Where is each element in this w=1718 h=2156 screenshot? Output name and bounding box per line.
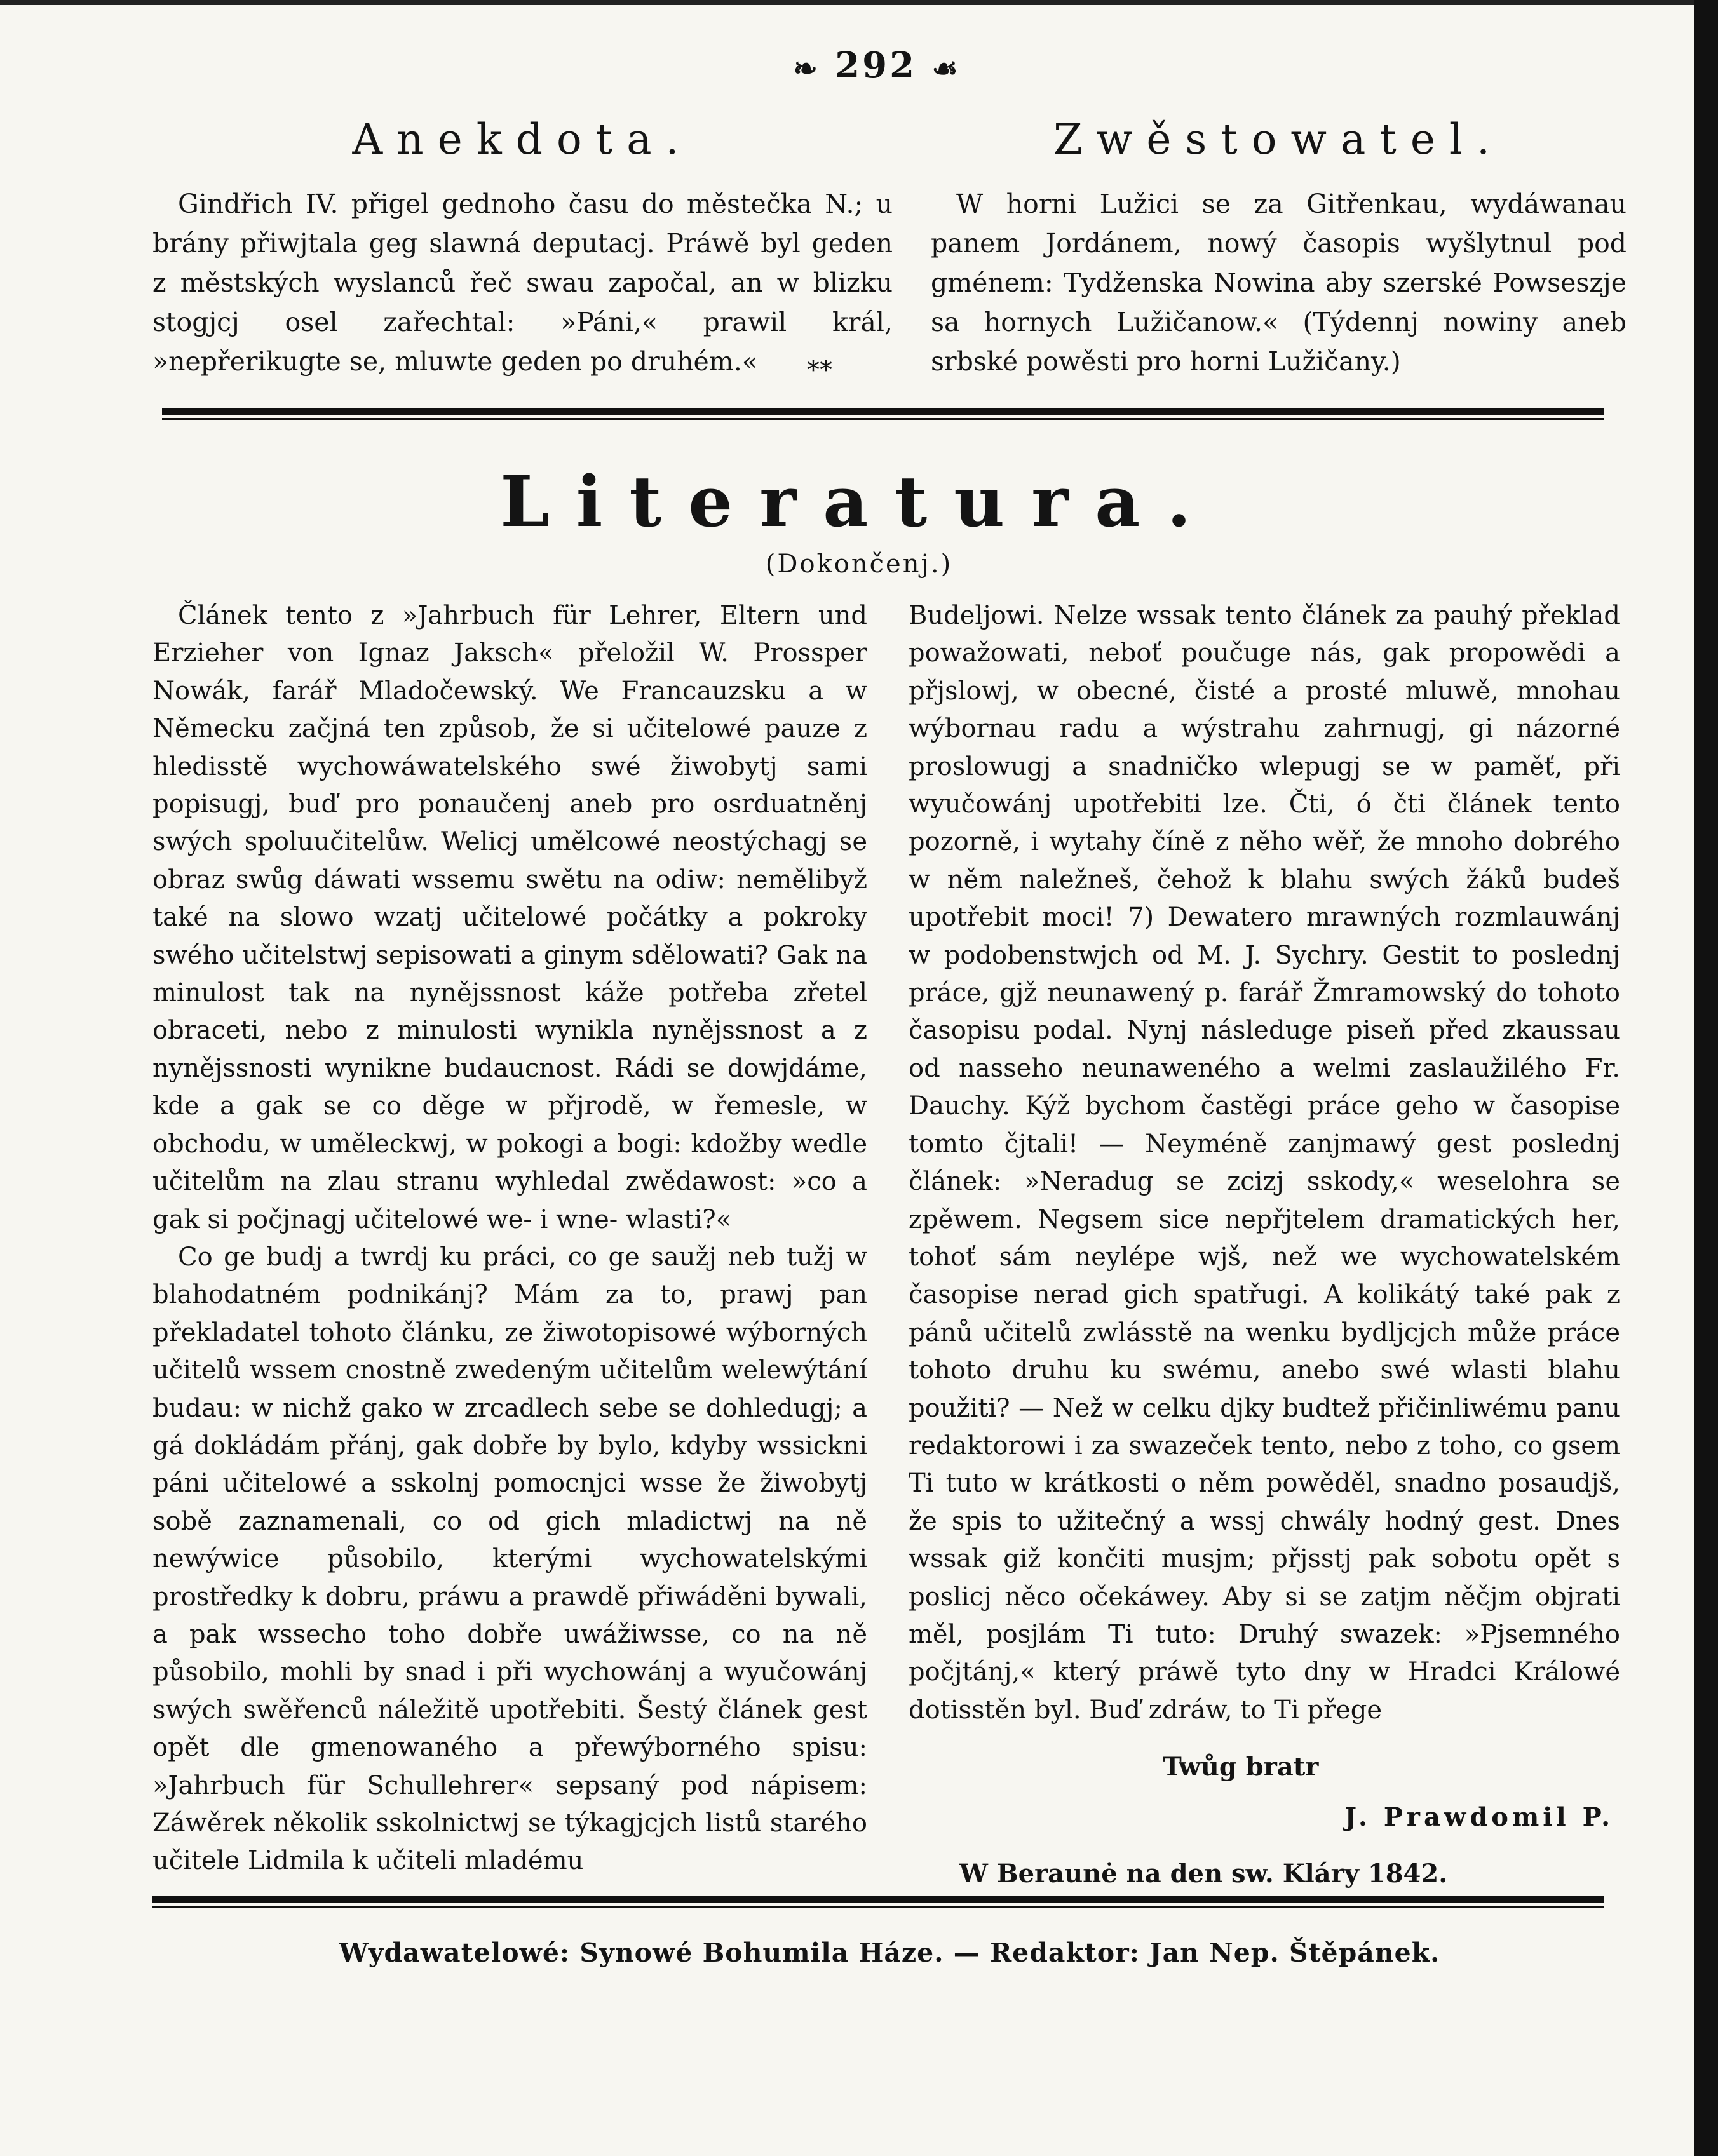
top-page-edge (0, 0, 1718, 5)
anekdota-signature: ** (807, 356, 832, 385)
letter-closing (909, 1748, 1620, 1892)
literatura-subheading: (Dokončenj.) (765, 549, 953, 579)
page-number-header (769, 44, 985, 86)
top-section-rule (162, 408, 1604, 415)
zwestowatel-heading: Zwěstowatel. (1053, 115, 1505, 164)
literatura-heading: Literatura. (500, 461, 1218, 542)
letter-place-date: W Beraunė na den sw. Kláry 1842. (959, 1859, 1448, 1889)
page-number: 292 (835, 44, 917, 86)
left-paragraph-1: Článek tento z »Jahrbuch für Lehrer, Eltern und Erzieher von Ignaz Jaksch« přeložil W. Prossper Nowák, farář Mladočewský. We Francauzsku a w Německu začjná ten způsob, že si učitelowé pauze z hledisstě wychowáwatelského swé žiwobytj sami popisugj, buď pro ponaučenj aneb pro osrduatněnj swých spoluučitelůw. Welicj umělcowé neostýchagj se obraz swůg dáwati wssemu swětu na odiw: nemělibyž také na slowo wzatj učitelowé počátky a pokroky swého učitelstwj sepisowati a ginym sdělowati? Gak na minulost tak na nynějssnost káže potřeba zřetel obraceti, nebo z minulosti wynikla nynějssnost a z nynějssnosti wynikne budaucnost. Rádi se dowjdáme, kde a gak se co děge w přjrodě, w řemesle, w obchodu, w uměleckwj, w pokogi a bogi: kdožby wedle učitelům na zlau stranu wyhledal zwědawost: »co a gak si počjnagj učitelowé we- i wne- wlasti?« (152, 601, 867, 1234)
anekdota-section (152, 114, 893, 381)
zwestowatel-section (931, 114, 1627, 381)
literatura-left-column (152, 597, 867, 1880)
bottom-rule-thin (152, 1906, 1604, 1908)
publisher-footer: Wydawatelowé: Synowé Bohumila Háze. — Redaktor: Jan Nep. Štěpánek. (339, 1937, 1440, 1968)
ornament-left-icon: ❧ (793, 51, 820, 86)
right-page-edge (1694, 0, 1718, 2156)
literatura-right-column (909, 597, 1620, 1892)
right-paragraph-1: Budeljowi. Nelze wssak tento článek za pauhý překlad powažowati, neboť poučuge nás, gak propowědi a přjslowj, w obecné, čisté a prosté mluwě, mnohau wýbornau radu a wýstrahu zahrnugj, gi názorné proslowugj a snadničko wlepugj se w paměť, při wyučowánj upotřebiti lze. Čti, ó čti článek tento pozorně, i wytahy číně z něho wěř, že mnoho dobrého w něm naležneš, čehož k blahu swých žáků budeš upotřebit moci! 7) Dewatero mrawných rozmlauwánj w podobenstwjch od M. J. Sychry. Gestit to poslednj práce, gjž neunawený p. farář Žmramowský do tohoto časopisu podal. Nynj následuge piseň před zkaussau od nasseho neunaweného a welmi zaslaužilého Fr. Dauchy. Kýž bychom častěgi práce geho w časopise tomto čjtali! — Neyméně zanjmawý gest poslednj článek: »Neradug se zcizj sskody,« weselohra se zpěwem. Negsem sice nepřjtelem dramatických her, tohoť sám neylépe wjš, než we wychowatelském časopise nerad gich spatřugi. A kolikátý také pak z pánů učitelů zwlásstě na wenku bydljcjch může práce tohoto druhu ku swému, anebo swé wlasti blahu použiti? — Než w celku djky budtež přičinliwému panu redaktorowi i za swazeček tento, nebo z toho, co gsem Ti tuto w krátkosti o něm powěděl, snadno posaudjš, že spis to užitečný a wssj chwály hodný gest. Dnes wssak giž končiti musjm; přjsstj pak sobotu opět s poslicj něco očekáwey. Aby si se zatjm něčjm objrati měl, posjlám Ti tuto: Druhý swazek: »Pjsemného počjtánj,« který práwě tyto dny w Hradci Králowé dotisstěn byl. Buď zdráw, to Ti přege (909, 601, 1620, 1725)
bottom-rule (152, 1896, 1604, 1903)
zwestowatel-text: W horni Lužici se za Gitřenkau, wydáwanau panem Jordánem, nowý časopis wyšlytnul pod gménem: Tydženska Nowina aby szerské Powseszje sa hornych Lužičanow.« (Týdennj nowiny aneb srbské powěsti pro horni Lužičany.) (931, 189, 1627, 377)
letter-greeting: Twůg bratr (1163, 1752, 1319, 1782)
ornament-right-icon: ☙ (931, 51, 961, 86)
left-paragraph-2: Co ge budj a twrdj ku práci, co ge saužj neb tužj w blahodatném podnikánj? Mám za to, prawj pan překladatel tohoto článku, ze žiwotopisowé wýborných učitelů wssem cnostně zwedeným učitelům welewýtání budau: w nichž gako w zrcadlech sebe se dohledugj; a gá dokládám přánj, gak dobře by bylo, kdyby wssickni páni učitelowé a sskolnj pomocnjci wsse že žiwobytj sobě zaznamenali, co od gich mladictwj na ně newýwice působilo, kterými wychowatelskými prostředky k dobru, práwu a prawdě přiwáděni bywali, a pak wssecho toho dobře uwážiwsse, co na ně působilo, mohli by snad i při wychowánj a wyučowánj swých swěřenců náležitě upotřebiti. Šestý článek gest opět dle gmenowaného a přewýborného spisu: »Jahrbuch für Schullehrer« sepsaný pod nápisem: Záwěrek několik sskolnictwj se týkagjcjch listů starého učitele Lidmila k učiteli mladému (152, 1242, 867, 1876)
anekdota-text: Gindřich IV. přigel gednoho času do městečka N.; u brány přiwjtala geg slawná deputacj. Práwě byl geden z městských wyslanců řeč swau započal, an w blizku stogjcj osel zařechtal: »Páni,« prawil král, »nepřerikugte se, mluwte geden po druhém.« (152, 189, 893, 377)
anekdota-heading: Anekdota. (352, 115, 693, 164)
top-section-rule-thin (162, 418, 1604, 420)
letter-signature: J. Prawdomil P. (1344, 1802, 1614, 1833)
